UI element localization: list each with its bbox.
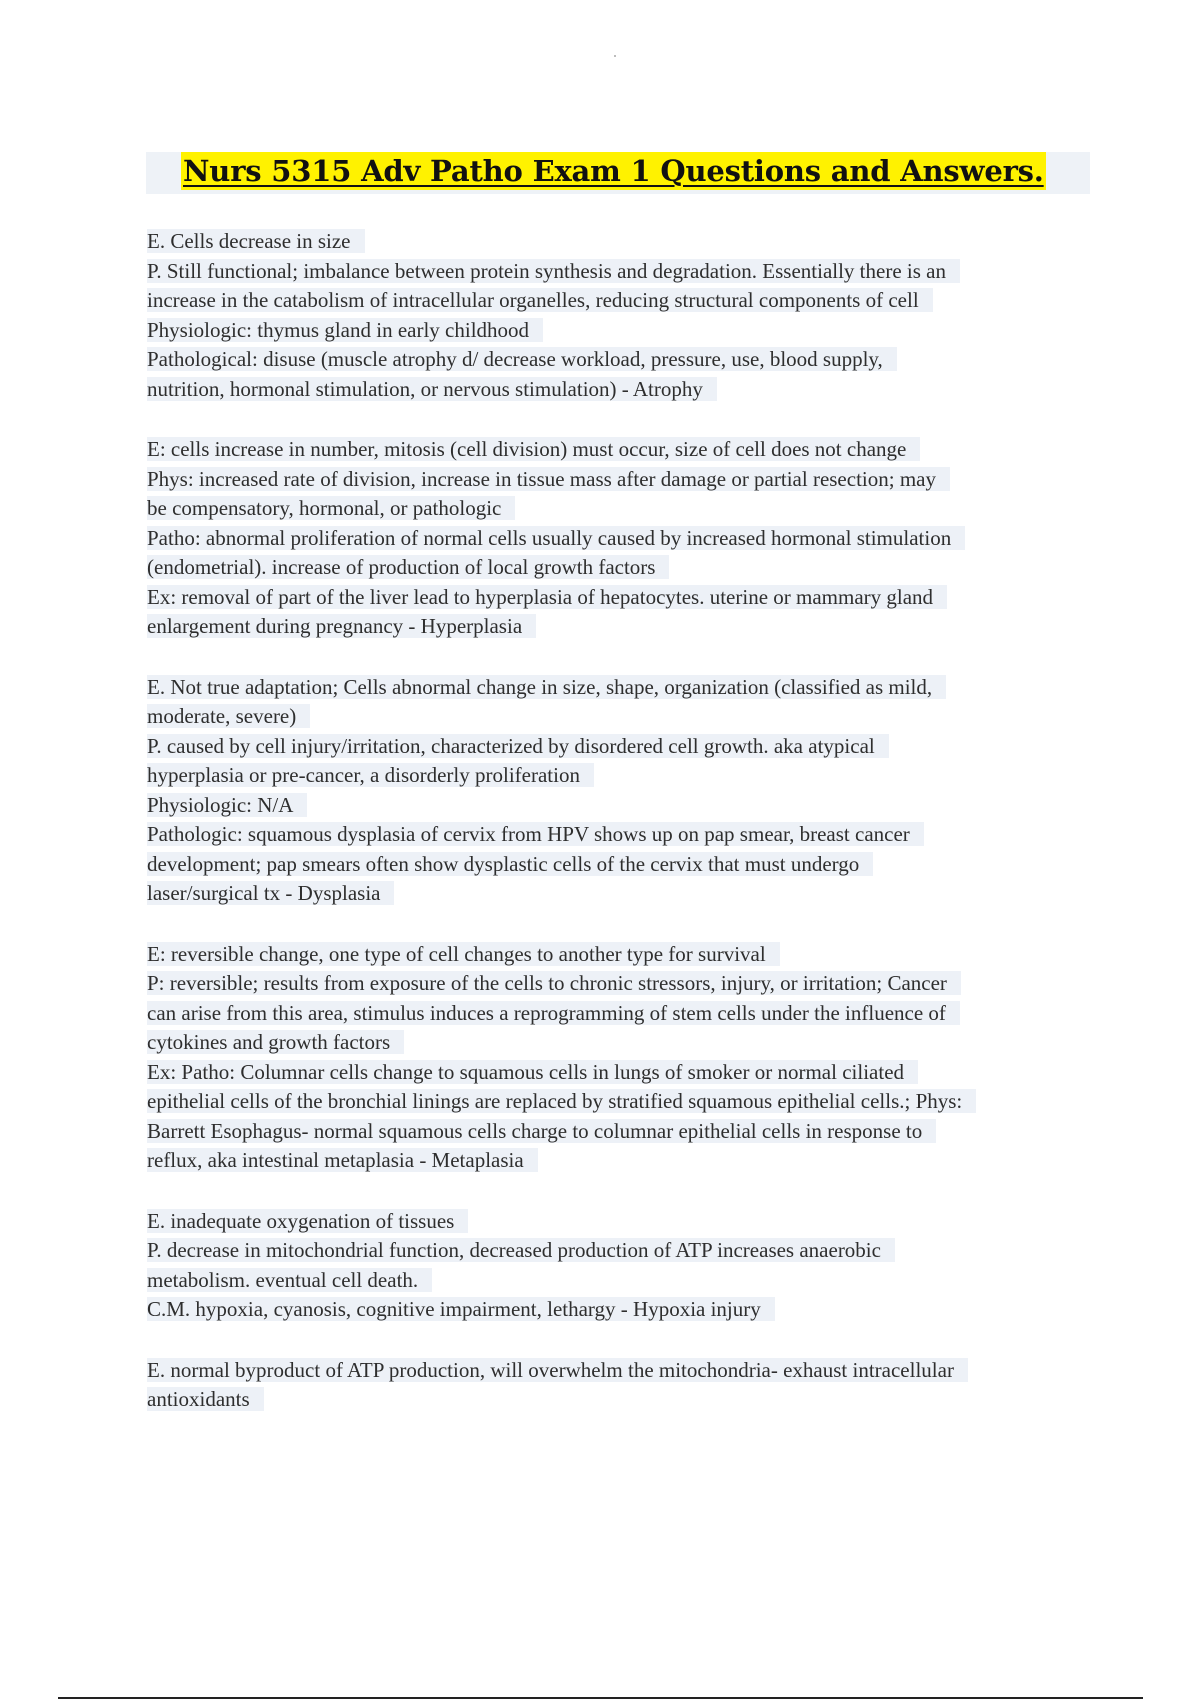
entry-line: epithelial cells of the bronchial linings are replaced by stratified squamous epithelial cells.; Phys:	[147, 1087, 1092, 1117]
entry-line: nutrition, hormonal stimulation, or nervous stimulation) - Atrophy	[147, 375, 1092, 405]
entry-line: Pathological: disuse (muscle atrophy d/ decrease workload, pressure, use, blood supply,	[147, 345, 1092, 375]
entry-line: enlargement during pregnancy - Hyperplasia	[147, 612, 1092, 642]
entry-line: development; pap smears often show dysplastic cells of the cervix that must undergo	[147, 850, 1092, 880]
entry-line: P. decrease in mitochondrial function, decreased production of ATP increases anaerobic	[147, 1236, 1092, 1266]
entry-line: C.M. hypoxia, cyanosis, cognitive impairment, lethargy - Hypoxia injury	[147, 1295, 1092, 1325]
entry-line: be compensatory, hormonal, or pathologic	[147, 494, 1092, 524]
entry-line: E: cells increase in number, mitosis (cell division) must occur, size of cell does not change	[147, 435, 1092, 465]
entry-atrophy	[147, 227, 1092, 404]
entry-line: reflux, aka intestinal metaplasia - Metaplasia	[147, 1146, 1092, 1176]
entry-free-radicals	[147, 1356, 1092, 1415]
entry-line: P. caused by cell injury/irritation, characterized by disordered cell growth. aka atypical	[147, 732, 1092, 762]
document-title: Nurs 5315 Adv Patho Exam 1 Questions and Answers.	[183, 154, 1044, 188]
scan-artifact-dot	[614, 55, 616, 57]
entry-line: Ex: Patho: Columnar cells change to squamous cells in lungs of smoker or normal ciliated	[147, 1058, 1092, 1088]
entry-line: Physiologic: N/A	[147, 791, 1092, 821]
entry-line: Physiologic: thymus gland in early childhood	[147, 316, 1092, 346]
entry-hypoxia-injury	[147, 1207, 1092, 1325]
entry-line: antioxidants	[147, 1385, 1092, 1415]
entry-line: laser/surgical tx - Dysplasia	[147, 879, 1092, 909]
entry-line: P. Still functional; imbalance between protein synthesis and degradation. Essentially there is an	[147, 257, 1092, 287]
entry-line: E. inadequate oxygenation of tissues	[147, 1207, 1092, 1237]
entry-line: hyperplasia or pre-cancer, a disorderly proliferation	[147, 761, 1092, 791]
entry-line: Patho: abnormal proliferation of normal cells usually caused by increased hormonal stimulation	[147, 524, 1092, 554]
entry-line: metabolism. eventual cell death.	[147, 1266, 1092, 1296]
entry-line: (endometrial). increase of production of local growth factors	[147, 553, 1092, 583]
entry-line: Phys: increased rate of division, increase in tissue mass after damage or partial resection; may	[147, 465, 1092, 495]
entry-line: moderate, severe)	[147, 702, 1092, 732]
entry-line: Ex: removal of part of the liver lead to hyperplasia of hepatocytes. uterine or mammary gland	[147, 583, 1092, 613]
entry-line: E: reversible change, one type of cell changes to another type for survival	[147, 940, 1092, 970]
document-body	[147, 227, 1092, 1415]
entry-line: increase in the catabolism of intracellular organelles, reducing structural components of cell	[147, 286, 1092, 316]
entry-hyperplasia	[147, 435, 1092, 642]
entry-line: P: reversible; results from exposure of the cells to chronic stressors, injury, or irritation; Cancer	[147, 969, 1092, 999]
entry-line: Pathologic: squamous dysplasia of cervix from HPV shows up on pap smear, breast cancer	[147, 820, 1092, 850]
entry-metaplasia	[147, 940, 1092, 1176]
entry-line: can arise from this area, stimulus induces a reprogramming of stem cells under the influence of	[147, 999, 1092, 1029]
footer-rule	[58, 1697, 1143, 1699]
entry-line: E. Cells decrease in size	[147, 227, 1092, 257]
entry-line: Barrett Esophagus- normal squamous cells charge to columnar epithelial cells in response to	[147, 1117, 1092, 1147]
entry-line: E. normal byproduct of ATP production, will overwhelm the mitochondria- exhaust intracellular	[147, 1356, 1092, 1386]
entry-dysplasia	[147, 673, 1092, 909]
entry-line: cytokines and growth factors	[147, 1028, 1092, 1058]
entry-line: E. Not true adaptation; Cells abnormal change in size, shape, organization (classified as mild,	[147, 673, 1092, 703]
